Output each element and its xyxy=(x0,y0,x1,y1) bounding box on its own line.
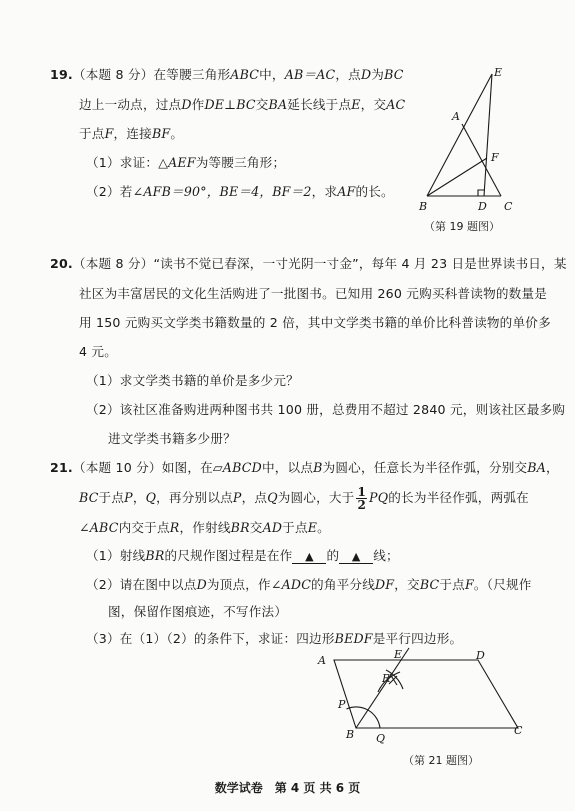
q21-var: E xyxy=(307,520,318,535)
q21-var: BC xyxy=(79,490,99,505)
q21-text: 中，以点 xyxy=(261,460,314,475)
q21-text: 于点 xyxy=(98,490,125,505)
q21-blank-2 xyxy=(339,550,373,564)
q21-frac-den: 2 xyxy=(357,498,367,512)
q21-var: B xyxy=(313,460,323,475)
q21-text: 为圆心，任意长为半径作弧，分别交 xyxy=(322,460,528,475)
q21-text: 如图，在 xyxy=(161,460,213,475)
triangle-icon: ▲ xyxy=(351,550,361,563)
q19-text: ，求 xyxy=(311,184,338,199)
q20-line2: 社区为丰富居民的文化生活购进了一批图书。已知用 260 元购买科普读物的数量是 xyxy=(79,286,548,301)
q20-number: 20. xyxy=(50,256,73,271)
q19-var: BC xyxy=(384,67,404,82)
q21-parallelogram xyxy=(334,660,518,728)
q19-var: AC xyxy=(386,97,406,112)
q21-var: AD xyxy=(262,520,283,535)
q19-label-F: F xyxy=(491,151,499,164)
q19-line-BE xyxy=(427,74,492,196)
q21-text: ， xyxy=(546,460,559,475)
q19-label-C: C xyxy=(504,200,513,213)
q21-text: 交 xyxy=(249,520,263,535)
q21-text: ， xyxy=(132,490,146,505)
q19-var: BA xyxy=(268,97,288,112)
q20-part2-line2: 进文学类书籍多少册？ xyxy=(108,431,236,446)
q19-label-E: E xyxy=(494,66,503,79)
q19-text: （2）若 xyxy=(86,184,133,199)
q21-label-E: E xyxy=(394,648,403,661)
q21-label-B: B xyxy=(346,728,355,741)
q19-var: D xyxy=(360,67,372,82)
q19-caption: （第 19 题图） xyxy=(424,220,500,233)
q19-part1 xyxy=(86,155,285,171)
q19-text: 在等腰三角形 xyxy=(153,67,231,82)
q21-line3 xyxy=(79,520,330,536)
q20-part2-line1: （2）该社区准备购进两种图书共 100 册，总费用不超过 2840 元，则该社区最多购 xyxy=(86,402,566,417)
q21-text: 是平行四边形。 xyxy=(372,631,463,646)
q19-text: 为 xyxy=(371,67,385,82)
q21-text: ，作射线 xyxy=(179,520,231,535)
q19-var: DE⊥BC xyxy=(204,97,256,112)
q19-right-angle-mark xyxy=(478,190,484,196)
q21-blank-1 xyxy=(292,550,326,564)
q21-frac-num: 1 xyxy=(357,485,367,499)
q19-text: 的长。 xyxy=(355,184,394,199)
q21-var: BA xyxy=(527,460,547,475)
q19-line3 xyxy=(79,126,183,142)
q21-label-D: D xyxy=(476,649,485,662)
q21-var: BR xyxy=(230,520,250,535)
q21-part2-line2: 图，保留作图痕迹，不写作法） xyxy=(108,604,288,619)
q21-var: PQ xyxy=(369,490,389,505)
q21-text: 于点 xyxy=(282,520,308,535)
q21-fraction-half xyxy=(356,486,367,511)
q21-text: 的尺规作图过程是在作 xyxy=(164,548,293,563)
q21-text: 于点 xyxy=(439,577,465,592)
q19-label-D: D xyxy=(478,200,487,213)
q21-part2-line1 xyxy=(86,577,532,593)
q21-var: ∠ADC xyxy=(270,577,312,592)
q21-var: R xyxy=(169,520,180,535)
q19-var: AB＝AC xyxy=(284,67,336,82)
q21-var: ∠ABC xyxy=(79,520,119,535)
q21-var: DF xyxy=(375,577,395,592)
q19-line1 xyxy=(50,67,404,83)
q21-var: D xyxy=(196,577,207,592)
q21-number: 21. xyxy=(50,460,73,475)
q21-score: （本题 10 分） xyxy=(72,460,162,475)
q19-part2 xyxy=(86,184,394,200)
q19-text: 延长线于点 xyxy=(287,97,352,112)
q21-text: 的 xyxy=(326,548,340,563)
q21-line2 xyxy=(79,485,529,511)
q21-text: 的长为半径作弧，两弧在 xyxy=(388,490,529,505)
q21-label-P: P xyxy=(338,698,346,711)
q19-text: 。 xyxy=(170,126,184,141)
q19-text: ，点 xyxy=(335,67,361,82)
q21-part1 xyxy=(86,548,399,564)
q19-text: 中， xyxy=(259,67,285,82)
q21-var: F xyxy=(464,577,474,592)
q21-var: BC xyxy=(419,577,440,592)
q21-var: BEDF xyxy=(334,631,373,646)
q20-line4: 4 元。 xyxy=(79,344,118,359)
q19-text: 边上一动点，过点 xyxy=(79,97,182,112)
q21-var: Q xyxy=(145,490,157,505)
q19-label-A: A xyxy=(452,110,460,123)
q20-line1 xyxy=(50,256,567,272)
q19-var: BF xyxy=(151,126,171,141)
q21-text: 线； xyxy=(373,548,399,563)
q19-text: （1）求证： xyxy=(86,155,159,170)
q19-line2 xyxy=(79,97,405,113)
q19-var: ∠AFB＝90°，BE＝4，BF＝2 xyxy=(132,184,312,199)
q21-text: （2）请在图中以点 xyxy=(86,577,197,592)
q21-label-Q: Q xyxy=(376,732,386,745)
q20-score: （本题 8 分） xyxy=(72,256,154,271)
q21-text: 。（尺规作 xyxy=(473,577,532,592)
q19-score: （本题 8 分） xyxy=(72,67,154,82)
q21-text: 内交于点 xyxy=(118,520,170,535)
q21-label-C: C xyxy=(514,724,523,737)
q21-var: ▱ABCD xyxy=(212,460,262,475)
q19-text: 于点 xyxy=(79,126,105,141)
q21-var: BR xyxy=(145,548,165,563)
q21-text: （3）在（1）（2）的条件下，求证：四边形 xyxy=(86,631,335,646)
q19-text: 为等腰三角形； xyxy=(195,155,286,170)
q19-var: AF xyxy=(337,184,356,199)
q19-var: F xyxy=(104,126,114,141)
q20-line3: 用 150 元购买文学类书籍数量的 2 倍，其中文学类书籍的单价比科普读物的单价多 xyxy=(79,315,551,330)
q19-number: 19. xyxy=(50,67,73,82)
q21-caption: （第 21 题图） xyxy=(403,754,479,767)
q21-text: 为顶点，作 xyxy=(206,577,271,592)
q21-var: Q xyxy=(267,490,278,505)
q20-text: “读书不觉已春深，一寸光阴一寸金”，每年 4 月 23 日是世界读书日，某 xyxy=(153,256,567,271)
q21-var: P xyxy=(232,490,242,505)
q19-text: ，连接 xyxy=(113,126,152,141)
q21-line1 xyxy=(50,460,559,476)
q19-text: ，交 xyxy=(360,97,387,112)
page-footer: 数学试卷 第 4 页 共 6 页 xyxy=(214,781,361,795)
q19-text: 作 xyxy=(191,97,205,112)
q21-text: （1）射线 xyxy=(86,548,146,563)
q21-text: ，交 xyxy=(394,577,420,592)
q21-label-A: A xyxy=(318,654,326,667)
q21-var: P xyxy=(124,490,133,505)
q21-text: 为圆心，大于 xyxy=(277,490,355,505)
q21-text: ，再分别以点 xyxy=(156,490,233,505)
q19-label-B: B xyxy=(419,200,428,213)
triangle-icon: ▲ xyxy=(305,550,314,563)
q19-figure xyxy=(410,60,530,213)
q21-label-R: R xyxy=(382,672,391,685)
q21-text: 。 xyxy=(317,520,330,535)
q20-part1: （1）求文学类书籍的单价是多少元？ xyxy=(86,373,299,388)
q19-var: E xyxy=(351,97,361,112)
q21-figure xyxy=(310,640,540,750)
q21-text: 的角平分线 xyxy=(311,577,375,592)
q19-var: ABC xyxy=(230,67,260,82)
q21-text: ，点 xyxy=(241,490,268,505)
q19-var: D xyxy=(181,97,192,112)
q19-var: △AEF xyxy=(158,155,196,170)
q19-text: 交 xyxy=(255,97,269,112)
